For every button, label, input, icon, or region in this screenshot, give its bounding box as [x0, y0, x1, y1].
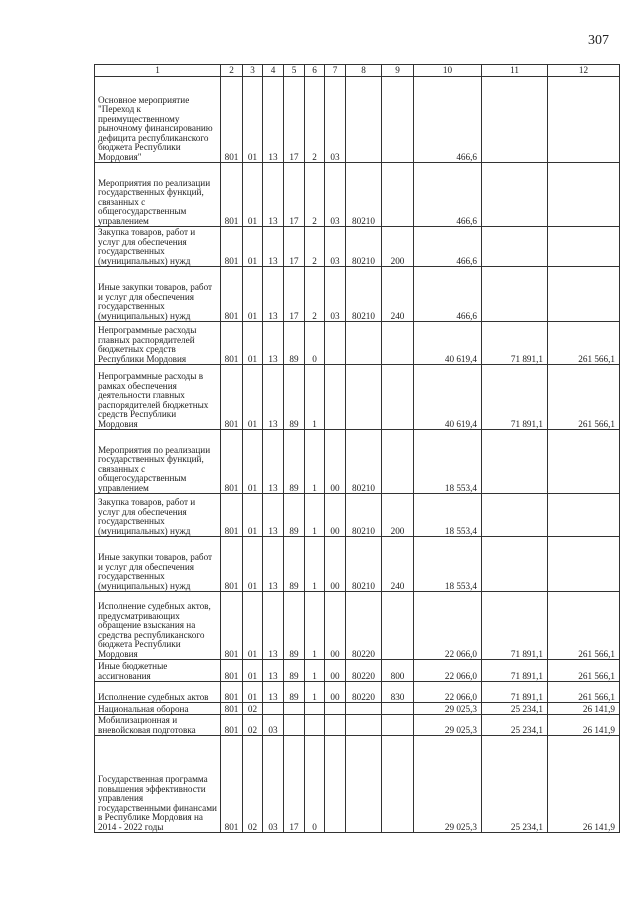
- row-cell-col11: 71 891,1: [482, 365, 548, 430]
- column-header-9: 9: [382, 65, 414, 77]
- row-cell-col3: 01: [243, 592, 263, 660]
- column-header-5: 5: [284, 65, 305, 77]
- table-row: [95, 163, 620, 227]
- row-cell-col7: 03: [325, 267, 346, 322]
- row-cell-col9: [382, 592, 414, 660]
- row-cell-col11: 71 891,1: [482, 682, 548, 703]
- row-cell-col4: 13: [263, 682, 284, 703]
- row-cell-col4: 13: [263, 592, 284, 660]
- table-row: [95, 430, 620, 494]
- row-cell-col4: 13: [263, 322, 284, 365]
- row-cell-col12: 261 566,1: [548, 365, 620, 430]
- column-header-12: 12: [548, 65, 620, 77]
- row-cell-col7: 03: [325, 77, 346, 163]
- row-cell-col2: 801: [221, 227, 243, 267]
- row-cell-col8: 80220: [346, 592, 382, 660]
- row-cell-col9: 200: [382, 494, 414, 537]
- row-cell-col6: 2: [305, 163, 325, 227]
- row-cell-col4: 03: [263, 715, 284, 736]
- row-cell-col11: [482, 267, 548, 322]
- row-cell-col4: 13: [263, 267, 284, 322]
- row-cell-col11: [482, 227, 548, 267]
- table-row: [95, 267, 620, 322]
- row-cell-col8: 80210: [346, 163, 382, 227]
- row-cell-col2: 801: [221, 703, 243, 715]
- row-cell-col11: 71 891,1: [482, 322, 548, 365]
- row-cell-col12: 261 566,1: [548, 660, 620, 682]
- row-cell-col8: 80220: [346, 660, 382, 682]
- row-cell-col3: 01: [243, 430, 263, 494]
- row-cell-col2: 801: [221, 322, 243, 365]
- row-name: Непрограммные расходы главных распорядителей бюджетных средств Республики Мордовия: [95, 322, 221, 365]
- row-cell-col5: 89: [284, 660, 305, 682]
- row-cell-col11: 25 234,1: [482, 715, 548, 736]
- row-cell-col3: 01: [243, 682, 263, 703]
- row-name: Мероприятия по реализации государственных функций, связанных с общегосударственным управлением: [95, 430, 221, 494]
- row-cell-col8: [346, 365, 382, 430]
- row-cell-col5: 89: [284, 537, 305, 592]
- row-name: Непрограммные расходы в рамках обеспечения деятельности главных распорядителей бюджетных средств Республики Мордовия: [95, 365, 221, 430]
- row-cell-col4: 13: [263, 227, 284, 267]
- row-cell-col10: 466,6: [414, 227, 482, 267]
- row-cell-col8: [346, 715, 382, 736]
- row-cell-col9: 240: [382, 267, 414, 322]
- row-cell-col5: 17: [284, 163, 305, 227]
- row-cell-col4: 13: [263, 494, 284, 537]
- row-cell-col10: 29 025,3: [414, 736, 482, 833]
- row-name: Закупка товаров, работ и услуг для обеспечения государственных (муниципальных) нужд: [95, 494, 221, 537]
- row-cell-col12: 26 141,9: [548, 703, 620, 715]
- row-cell-col7: [325, 322, 346, 365]
- row-cell-col9: [382, 77, 414, 163]
- row-cell-col3: 01: [243, 537, 263, 592]
- row-cell-col7: 00: [325, 660, 346, 682]
- row-cell-col8: [346, 77, 382, 163]
- column-header-1: 1: [95, 65, 221, 77]
- row-cell-col10: 466,6: [414, 77, 482, 163]
- row-name: Иные закупки товаров, работ и услуг для обеспечения государственных (муниципальных) нужд: [95, 267, 221, 322]
- column-header-6: 6: [305, 65, 325, 77]
- row-cell-col10: 40 619,4: [414, 322, 482, 365]
- row-cell-col3: 01: [243, 77, 263, 163]
- row-cell-col3: 02: [243, 715, 263, 736]
- row-cell-col11: [482, 494, 548, 537]
- row-cell-col10: 29 025,3: [414, 703, 482, 715]
- row-cell-col8: 80210: [346, 267, 382, 322]
- row-cell-col2: 801: [221, 592, 243, 660]
- row-cell-col5: [284, 715, 305, 736]
- row-cell-col12: [548, 267, 620, 322]
- row-cell-col11: [482, 163, 548, 227]
- column-header-4: 4: [263, 65, 284, 77]
- row-cell-col12: 26 141,9: [548, 715, 620, 736]
- row-cell-col6: 2: [305, 267, 325, 322]
- row-name: Государственная программа повышения эффективности управления государственными финансами в Республике Мордовия на 2014 - 2022 годы: [95, 736, 221, 833]
- table-row: [95, 365, 620, 430]
- row-cell-col6: 1: [305, 660, 325, 682]
- row-cell-col5: [284, 703, 305, 715]
- column-header-10: 10: [414, 65, 482, 77]
- row-cell-col3: 01: [243, 660, 263, 682]
- row-cell-col12: 261 566,1: [548, 322, 620, 365]
- table-row: [95, 77, 620, 163]
- row-cell-col12: [548, 430, 620, 494]
- table-row: [95, 682, 620, 703]
- row-cell-col11: 25 234,1: [482, 736, 548, 833]
- row-cell-col6: 1: [305, 592, 325, 660]
- table-row: [95, 494, 620, 537]
- row-name: Иные бюджетные ассигнования: [95, 660, 221, 682]
- row-cell-col6: 2: [305, 227, 325, 267]
- table-row: [95, 703, 620, 715]
- row-cell-col3: 02: [243, 703, 263, 715]
- row-cell-col5: 17: [284, 736, 305, 833]
- row-cell-col3: 01: [243, 227, 263, 267]
- row-cell-col7: 00: [325, 682, 346, 703]
- row-cell-col6: 1: [305, 365, 325, 430]
- row-cell-col11: [482, 537, 548, 592]
- row-cell-col5: 89: [284, 592, 305, 660]
- row-cell-col2: 801: [221, 715, 243, 736]
- row-name: Основное мероприятие "Переход к преимущественному рыночному финансированию дефицита республиканского бюджета Республики Мордовия": [95, 77, 221, 163]
- row-cell-col5: 89: [284, 365, 305, 430]
- row-name: Мероприятия по реализации государственных функций, связанных с общегосударственным управлением: [95, 163, 221, 227]
- row-cell-col10: 22 066,0: [414, 682, 482, 703]
- row-cell-col8: 80210: [346, 494, 382, 537]
- row-cell-col3: 01: [243, 365, 263, 430]
- row-cell-col8: 80210: [346, 537, 382, 592]
- column-header-3: 3: [243, 65, 263, 77]
- row-cell-col4: 13: [263, 430, 284, 494]
- row-cell-col12: 261 566,1: [548, 682, 620, 703]
- row-cell-col6: 1: [305, 430, 325, 494]
- row-cell-col7: 03: [325, 227, 346, 267]
- row-cell-col4: 13: [263, 660, 284, 682]
- header-row: [95, 65, 620, 77]
- row-cell-col4: [263, 703, 284, 715]
- row-cell-col2: 801: [221, 660, 243, 682]
- row-cell-col2: 801: [221, 736, 243, 833]
- row-cell-col2: 801: [221, 163, 243, 227]
- row-cell-col4: 13: [263, 163, 284, 227]
- row-cell-col3: 01: [243, 163, 263, 227]
- row-cell-col9: 200: [382, 227, 414, 267]
- row-cell-col9: [382, 703, 414, 715]
- column-header-2: 2: [221, 65, 243, 77]
- row-cell-col5: 17: [284, 227, 305, 267]
- row-cell-col7: [325, 715, 346, 736]
- row-cell-col5: 89: [284, 494, 305, 537]
- row-cell-col5: 89: [284, 322, 305, 365]
- row-cell-col6: [305, 715, 325, 736]
- row-cell-col11: 71 891,1: [482, 660, 548, 682]
- row-cell-col3: 01: [243, 322, 263, 365]
- row-cell-col8: 80210: [346, 227, 382, 267]
- row-cell-col12: [548, 163, 620, 227]
- row-cell-col6: 1: [305, 682, 325, 703]
- row-cell-col10: 466,6: [414, 163, 482, 227]
- row-cell-col8: 80210: [346, 430, 382, 494]
- row-cell-col9: [382, 365, 414, 430]
- table-row: [95, 715, 620, 736]
- row-cell-col11: [482, 430, 548, 494]
- row-cell-col2: 801: [221, 494, 243, 537]
- budget-table: [94, 64, 620, 833]
- table-row: [95, 592, 620, 660]
- row-cell-col8: 80220: [346, 682, 382, 703]
- row-cell-col6: 1: [305, 537, 325, 592]
- row-cell-col4: 13: [263, 537, 284, 592]
- row-name: Национальная оборона: [95, 703, 221, 715]
- row-cell-col10: 18 553,4: [414, 537, 482, 592]
- row-cell-col7: 00: [325, 494, 346, 537]
- row-cell-col7: 00: [325, 430, 346, 494]
- row-cell-col3: 01: [243, 267, 263, 322]
- row-cell-col3: 01: [243, 494, 263, 537]
- row-cell-col2: 801: [221, 267, 243, 322]
- row-cell-col12: 26 141,9: [548, 736, 620, 833]
- row-cell-col10: 29 025,3: [414, 715, 482, 736]
- row-cell-col7: [325, 736, 346, 833]
- row-cell-col12: [548, 537, 620, 592]
- row-cell-col3: 02: [243, 736, 263, 833]
- row-cell-col7: 00: [325, 592, 346, 660]
- table-row: [95, 227, 620, 267]
- row-cell-col11: 25 234,1: [482, 703, 548, 715]
- row-cell-col9: 830: [382, 682, 414, 703]
- column-header-11: 11: [482, 65, 548, 77]
- row-cell-col10: 18 553,4: [414, 494, 482, 537]
- row-cell-col4: 03: [263, 736, 284, 833]
- row-cell-col8: [346, 703, 382, 715]
- table-row: [95, 537, 620, 592]
- row-name: Исполнение судебных актов, предусматривающих обращение взыскания на средства республиканского бюджета Республики Мордовия: [95, 592, 221, 660]
- table-row: [95, 660, 620, 682]
- row-cell-col4: 13: [263, 77, 284, 163]
- row-cell-col10: 22 066,0: [414, 660, 482, 682]
- row-cell-col5: 17: [284, 267, 305, 322]
- row-cell-col5: 89: [284, 682, 305, 703]
- row-name: Мобилизационная и вневойсковая подготовка: [95, 715, 221, 736]
- row-cell-col12: 261 566,1: [548, 592, 620, 660]
- row-cell-col9: [382, 715, 414, 736]
- column-header-7: 7: [325, 65, 346, 77]
- row-cell-col10: 466,6: [414, 267, 482, 322]
- column-header-8: 8: [346, 65, 382, 77]
- table-row: [95, 322, 620, 365]
- row-cell-col6: [305, 703, 325, 715]
- row-cell-col8: [346, 736, 382, 833]
- row-cell-col2: 801: [221, 430, 243, 494]
- row-cell-col7: [325, 703, 346, 715]
- row-cell-col9: [382, 736, 414, 833]
- row-cell-col5: 17: [284, 77, 305, 163]
- row-cell-col2: 801: [221, 537, 243, 592]
- row-cell-col7: 00: [325, 537, 346, 592]
- row-cell-col9: 240: [382, 537, 414, 592]
- row-cell-col10: 18 553,4: [414, 430, 482, 494]
- row-cell-col10: 40 619,4: [414, 365, 482, 430]
- row-cell-col6: 2: [305, 77, 325, 163]
- row-name: Исполнение судебных актов: [95, 682, 221, 703]
- row-cell-col9: [382, 322, 414, 365]
- row-cell-col11: [482, 77, 548, 163]
- row-cell-col12: [548, 227, 620, 267]
- row-cell-col9: [382, 430, 414, 494]
- row-name: Иные закупки товаров, работ и услуг для обеспечения государственных (муниципальных) нужд: [95, 537, 221, 592]
- page-number: 307: [588, 33, 609, 48]
- row-cell-col4: 13: [263, 365, 284, 430]
- table-row: [95, 736, 620, 833]
- row-cell-col6: 0: [305, 736, 325, 833]
- row-cell-col9: [382, 163, 414, 227]
- row-cell-col8: [346, 322, 382, 365]
- row-cell-col5: 89: [284, 430, 305, 494]
- row-cell-col6: 0: [305, 322, 325, 365]
- row-cell-col11: 71 891,1: [482, 592, 548, 660]
- row-cell-col12: [548, 77, 620, 163]
- row-cell-col7: 03: [325, 163, 346, 227]
- row-cell-col2: 801: [221, 365, 243, 430]
- row-cell-col10: 22 066,0: [414, 592, 482, 660]
- row-cell-col2: 801: [221, 682, 243, 703]
- row-cell-col6: 1: [305, 494, 325, 537]
- row-cell-col2: 801: [221, 77, 243, 163]
- row-cell-col9: 800: [382, 660, 414, 682]
- row-cell-col12: [548, 494, 620, 537]
- table-body: [95, 77, 620, 833]
- row-name: Закупка товаров, работ и услуг для обеспечения государственных (муниципальных) нужд: [95, 227, 221, 267]
- row-cell-col7: [325, 365, 346, 430]
